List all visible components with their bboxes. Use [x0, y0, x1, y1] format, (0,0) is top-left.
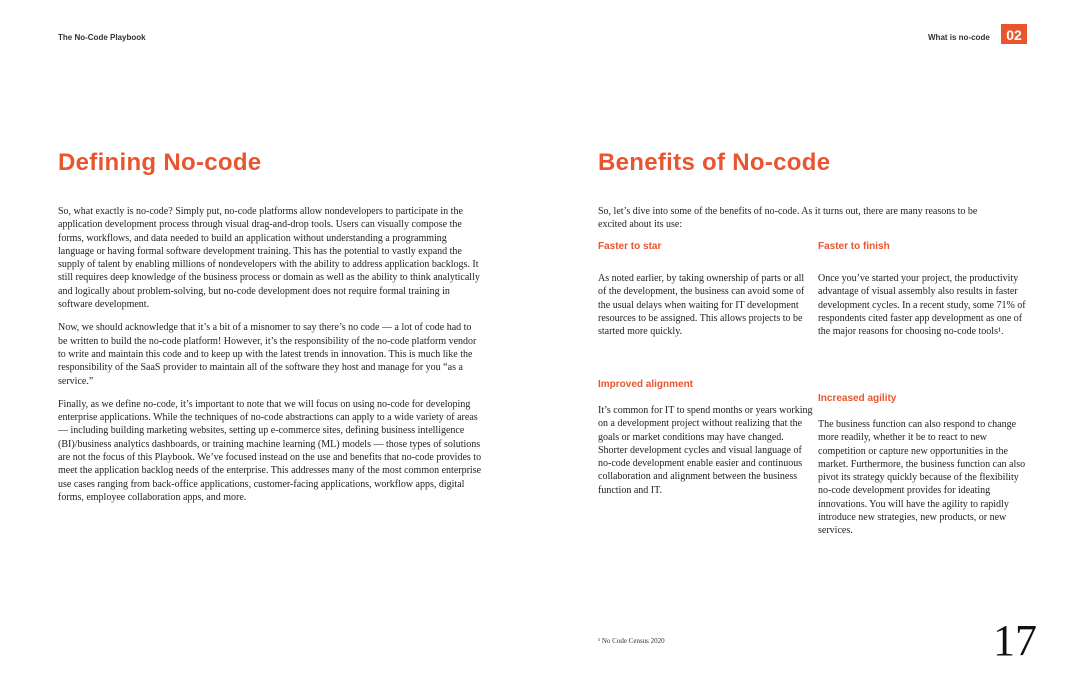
paragraph: Now, we should acknowledge that it’s a bit of a misnomer to say there’s no code — a lot of code had to be written to build the no-code platform! However, it’s the responsibility of the no-code platform vendor to write and maintain this code and to keep up with the latest trends in innovation. This is much like the responsibility of the SaaS provider to maintain all of the software they host and manage for you “as a service.” [58, 322, 477, 387]
benefit-heading-increased-agility: Increased agility [818, 393, 897, 404]
paragraph: So, what exactly is no-code? Simply put, no-code platforms allow nondevelopers to participate in the application development process through visual drag-and-drop tools. Users can visually compose the forms, workflows, and data needed to build an application without understanding a programming language or having formal software development training. This has the potential to vastly expand the supply of talent by enabling millions of nondevelopers with the ability to address application backlogs. It still requires deep knowledge of the business process or domain as well as the ability to think analytically and logically about problem-solving, but no-code development does not require formal training in software development. [58, 206, 480, 311]
benefit-text-increased-agility: The business function can also respond to change more readily, whether it be to react to new competition or capture new opportunities in the market. Furthermore, the business function can also pivot its strategy quickly because of the flexibility no-code development provides for ideating innovations. You will have the agility to rapidly introduce new strategies, new products, or new services. [818, 419, 1026, 537]
left-page-title: Defining No-code [58, 149, 262, 176]
section-title: What is no-code [928, 33, 990, 42]
footnote: ¹ No Code Census 2020 [598, 637, 665, 645]
book-title: The No-Code Playbook [58, 33, 146, 42]
chapter-badge: 02 [1001, 24, 1027, 44]
benefits-intro: So, let’s dive into some of the benefits of no-code. As it turns out, there are many reasons to be excited about its use: [598, 206, 978, 231]
benefit-text-faster-finish: Once you’ve started your project, the productivity advantage of visual assembly also results in faster development cycles. In a recent study, some 71% of respondents cited faster app development as one of the major reasons for choosing no-code tools¹. [818, 273, 1026, 338]
benefit-heading-faster-start: Faster to star [598, 241, 662, 252]
left-body [58, 205, 483, 514]
page-number: 17 [993, 616, 1037, 665]
benefit-heading-improved-alignment: Improved alignment [598, 379, 694, 390]
right-page-title: Benefits of No-code [598, 149, 831, 176]
benefit-heading-faster-finish: Faster to finish [818, 241, 890, 252]
benefit-text-faster-start: As noted earlier, by taking ownership of parts or all of the development, the business can avoid some of the usual delays when waiting for IT development resources to be assigned. This allows projects to be started more quickly. [598, 273, 805, 338]
benefit-text-improved-alignment: It’s common for IT to spend months or years working on a development project without realizing that the goals or market conditions may have changed. Shorter development cycles and visual language of no-code development enable easier and continuous collaboration and alignment between the business function and IT. [598, 405, 813, 496]
paragraph: Finally, as we define no-code, it’s important to note that we will focus on using no-code for developing enterprise applications. While the techniques of no-code abstractions can apply to a wide variety of areas — including building marketing websites, setting up e-commerce sites, defining business intelligence (BI)/business analytics dashboards, or training machine learning (ML) models — those types of solutions are not the focus of this Playbook. We’ve focused instead on the use and benefits that no-code provides to meet the application backlog needs of the enterprise. This addresses many of the most common enterprise use cases ranging from back-office applications, customer-facing applications, workflow apps, digital forms, employee collaboration apps, and more. [58, 398, 482, 503]
